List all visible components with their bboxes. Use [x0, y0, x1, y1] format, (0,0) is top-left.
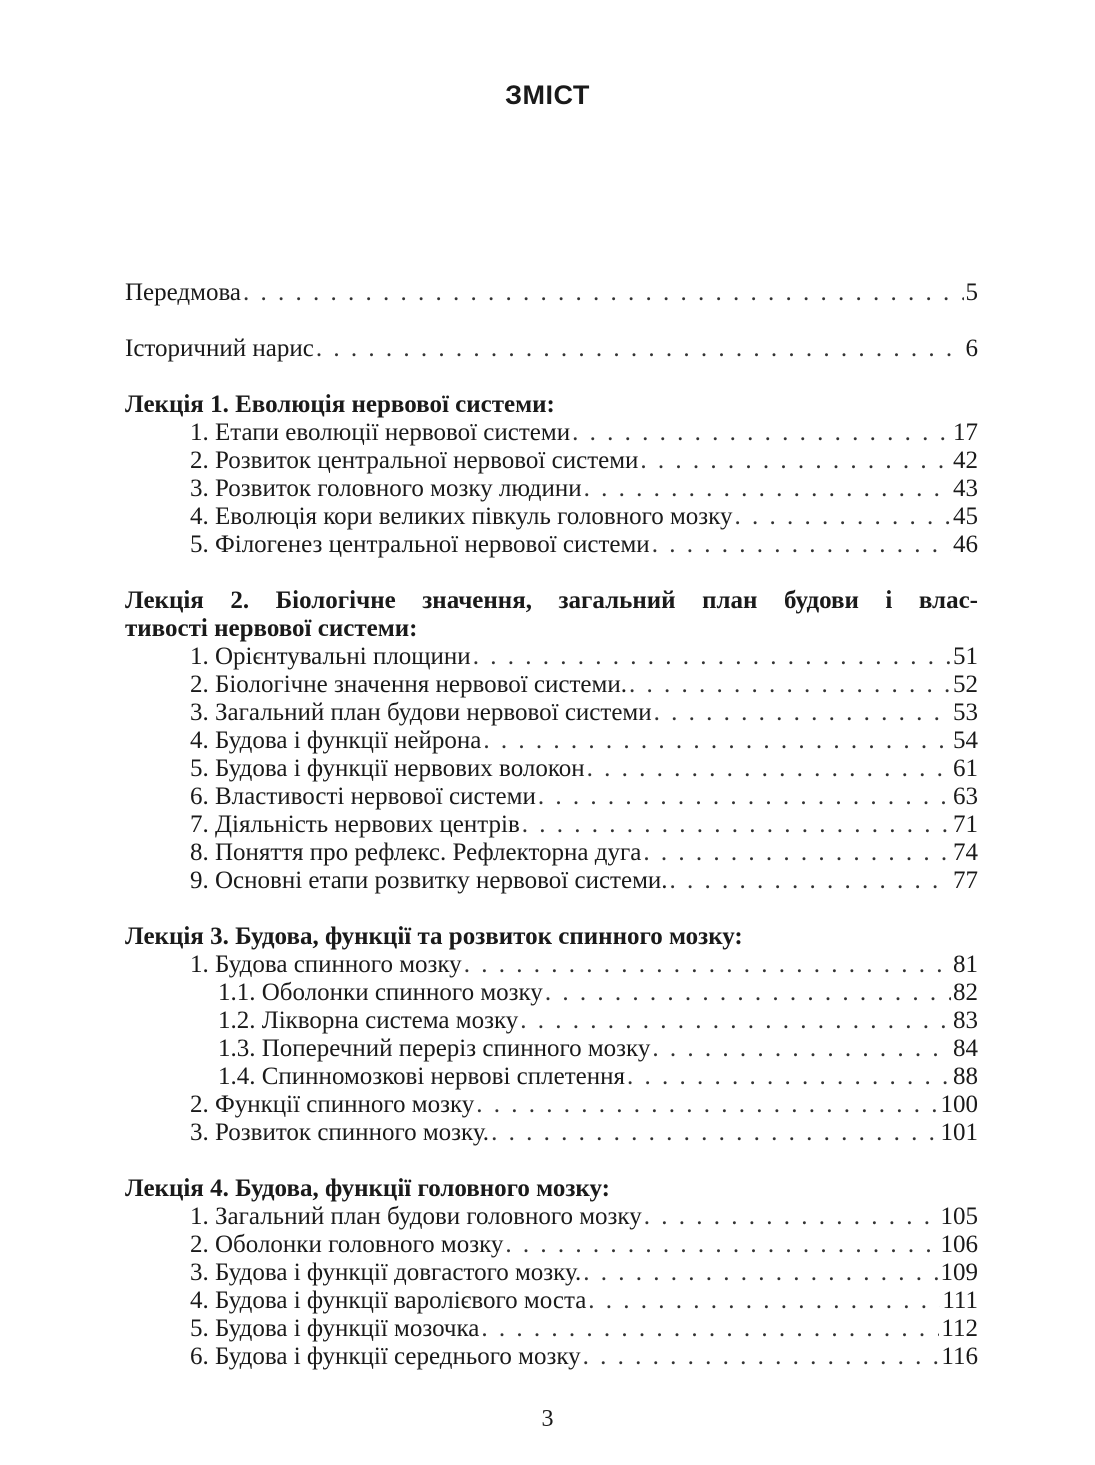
toc-entry-page: 106 — [940, 1231, 978, 1258]
toc-entry-label: 6. Будова і функції середнього мозку — [190, 1343, 581, 1370]
toc-entry-page: 74 — [953, 839, 978, 866]
toc-entry[interactable] — [125, 671, 978, 699]
dot-leader — [643, 839, 951, 867]
toc-entry[interactable] — [125, 951, 978, 979]
toc-entry-label: 5. Будова і функції мозочка — [190, 1315, 480, 1342]
dot-leader — [584, 475, 951, 503]
toc-entry-page: 5 — [965, 279, 978, 306]
dot-leader — [640, 447, 951, 475]
lecture-heading[interactable]: тивості нервової системи: — [125, 615, 418, 642]
toc-entry-page: 45 — [953, 503, 978, 530]
toc-entry-page: 52 — [953, 671, 978, 698]
toc-entry-page: 105 — [940, 1203, 978, 1230]
lecture-heading[interactable]: Лекція 1. Еволюція нервової системи: — [125, 391, 555, 418]
toc-entry-page: 43 — [953, 475, 978, 502]
dot-leader — [627, 1063, 951, 1091]
toc-entry-label: 4. Еволюція кори великих півкуль головного мозку — [190, 503, 733, 530]
toc-entry-page: 82 — [953, 979, 978, 1006]
toc-entry-label: 1.2. Лікворна система мозку — [218, 1007, 519, 1034]
toc-entry[interactable] — [125, 1035, 978, 1063]
toc-entry[interactable] — [125, 447, 978, 475]
toc-entry-label: Історичний нарис — [125, 335, 314, 362]
dot-leader — [670, 867, 951, 895]
toc-front-group — [125, 335, 978, 363]
toc-entry[interactable] — [125, 811, 978, 839]
dot-leader — [522, 811, 951, 839]
dot-leader — [644, 1203, 939, 1231]
toc-entry-label: Передмова — [125, 279, 242, 306]
toc-entry[interactable] — [125, 755, 978, 783]
toc-entry-label: 5. Філогенез центральної нервової системи — [190, 531, 650, 558]
toc-entry[interactable] — [125, 1231, 978, 1259]
toc-front-group — [125, 279, 978, 307]
toc-entry[interactable] — [125, 1119, 978, 1147]
dot-leader — [652, 1035, 951, 1063]
toc-entry-label: 1.1. Оболонки спинного мозку — [218, 979, 543, 1006]
dot-leader — [505, 1231, 938, 1259]
toc-entry[interactable] — [125, 1315, 978, 1343]
dot-leader — [734, 503, 951, 531]
toc-entry[interactable] — [125, 335, 978, 363]
toc-entry-page: 46 — [953, 531, 978, 558]
toc-entry-page: 53 — [953, 699, 978, 726]
toc-entry[interactable] — [125, 783, 978, 811]
lecture-heading[interactable]: Лекція 3. Будова, функції та розвиток спинного мозку: — [125, 923, 743, 950]
dot-leader — [587, 755, 951, 783]
toc-entry-page: 77 — [953, 867, 978, 894]
toc-entry-label: 5. Будова і функції нервових волокон — [190, 755, 585, 782]
toc-entry[interactable] — [125, 1203, 978, 1231]
toc-entry-page: 84 — [953, 1035, 978, 1062]
toc-entry[interactable] — [125, 1287, 978, 1315]
toc-entry[interactable] — [125, 503, 978, 531]
dot-leader — [654, 699, 951, 727]
dot-leader — [583, 1343, 940, 1371]
toc-entry-label: 1. Етапи еволюції нервової системи — [190, 419, 571, 446]
dot-leader — [572, 419, 951, 447]
dot-leader — [491, 1119, 938, 1147]
toc-entry[interactable] — [125, 1091, 978, 1119]
toc-entry-label: 3. Розвиток головного мозку людини — [190, 475, 582, 502]
toc-entry-label: 3. Будова і функції довгастого мозку. — [190, 1259, 582, 1286]
toc-entry-label: 1. Загальний план будови головного мозку — [190, 1203, 642, 1230]
lecture-heading[interactable]: Лекція 4. Будова, функції головного мозку: — [125, 1175, 610, 1202]
toc-entry-label: 2. Функції спинного мозку — [190, 1091, 475, 1118]
toc-entry-page: 71 — [953, 811, 978, 838]
toc-entry-page: 6 — [965, 335, 978, 362]
toc-entry[interactable] — [125, 279, 978, 307]
dot-leader — [481, 1315, 939, 1343]
lecture-section — [125, 587, 978, 895]
toc-entry-page: 51 — [953, 643, 978, 670]
toc-entry[interactable] — [125, 1343, 978, 1371]
dot-leader — [243, 279, 963, 307]
toc-entry[interactable] — [125, 699, 978, 727]
toc-entry-page: 116 — [941, 1343, 978, 1370]
toc-entry[interactable] — [125, 531, 978, 559]
toc-entry[interactable] — [125, 1063, 978, 1091]
toc-entry[interactable] — [125, 727, 978, 755]
toc-entry-page: 109 — [940, 1259, 978, 1286]
dot-leader — [629, 671, 951, 699]
lecture-heading[interactable]: Лекція 2. Біологічне значення, загальний план будови і влас- — [125, 587, 978, 614]
dot-leader — [652, 531, 951, 559]
toc-entry-label: 7. Діяльність нервових центрів — [190, 811, 520, 838]
toc-entry[interactable] — [125, 1007, 978, 1035]
toc-entry[interactable] — [125, 475, 978, 503]
table-of-contents — [125, 279, 978, 1371]
toc-entry-page: 88 — [953, 1063, 978, 1090]
toc-entry-page: 111 — [942, 1287, 978, 1314]
toc-entry-label: 8. Поняття про рефлекс. Рефлекторна дуга — [190, 839, 642, 866]
dot-leader — [545, 979, 951, 1007]
toc-entry-page: 112 — [941, 1315, 978, 1342]
dot-leader — [483, 727, 951, 755]
toc-entry-label: 1.4. Спинномозкові нервові сплетення — [218, 1063, 625, 1090]
toc-entry-label: 1. Орієнтувальні площини — [190, 643, 471, 670]
toc-entry-label: 1.3. Поперечний переріз спинного мозку — [218, 1035, 651, 1062]
dot-leader — [538, 783, 951, 811]
dot-leader — [583, 1259, 938, 1287]
toc-entry-label: 1. Будова спинного мозку — [190, 951, 462, 978]
toc-entry-page: 54 — [953, 727, 978, 754]
lecture-section — [125, 1175, 978, 1371]
toc-entry-page: 81 — [953, 951, 978, 978]
toc-entry[interactable] — [125, 643, 978, 671]
dot-leader — [316, 335, 964, 363]
dot-leader — [476, 1091, 938, 1119]
toc-entry-label: 4. Будова і функції нейрона — [190, 727, 482, 754]
toc-entry-page: 100 — [940, 1091, 978, 1118]
toc-entry[interactable] — [125, 979, 978, 1007]
toc-entry-label: 3. Загальний план будови нервової системи — [190, 699, 652, 726]
page-number: 3 — [541, 1406, 554, 1432]
toc-entry-page: 17 — [953, 419, 978, 446]
toc-entry[interactable] — [125, 419, 978, 447]
lecture-section — [125, 923, 978, 1147]
dot-leader — [588, 1287, 940, 1315]
toc-entry-label: 9. Основні етапи розвитку нервової системи. — [190, 867, 668, 894]
toc-entry-label: 2. Біологічне значення нервової системи. — [190, 671, 627, 698]
toc-entry[interactable] — [125, 867, 978, 895]
lecture-section — [125, 391, 978, 559]
dot-leader — [464, 951, 951, 979]
toc-entry-page: 63 — [953, 783, 978, 810]
toc-entry-label: 2. Розвиток центральної нервової системи — [190, 447, 639, 474]
toc-entry-label: 4. Будова і функції варолієвого моста — [190, 1287, 587, 1314]
toc-entry[interactable] — [125, 839, 978, 867]
dot-leader — [473, 643, 951, 671]
toc-entry-page: 101 — [940, 1119, 978, 1146]
toc-entry-label: 6. Властивості нервової системи — [190, 783, 536, 810]
toc-entry[interactable] — [125, 1259, 978, 1287]
toc-entry-page: 61 — [953, 755, 978, 782]
dot-leader — [520, 1007, 951, 1035]
toc-entry-label: 3. Розвиток спинного мозку. — [190, 1119, 490, 1146]
page-title: ЗМІСТ — [505, 80, 590, 110]
toc-entry-page: 42 — [953, 447, 978, 474]
toc-entry-label: 2. Оболонки головного мозку — [190, 1231, 504, 1258]
toc-entry-page: 83 — [953, 1007, 978, 1034]
